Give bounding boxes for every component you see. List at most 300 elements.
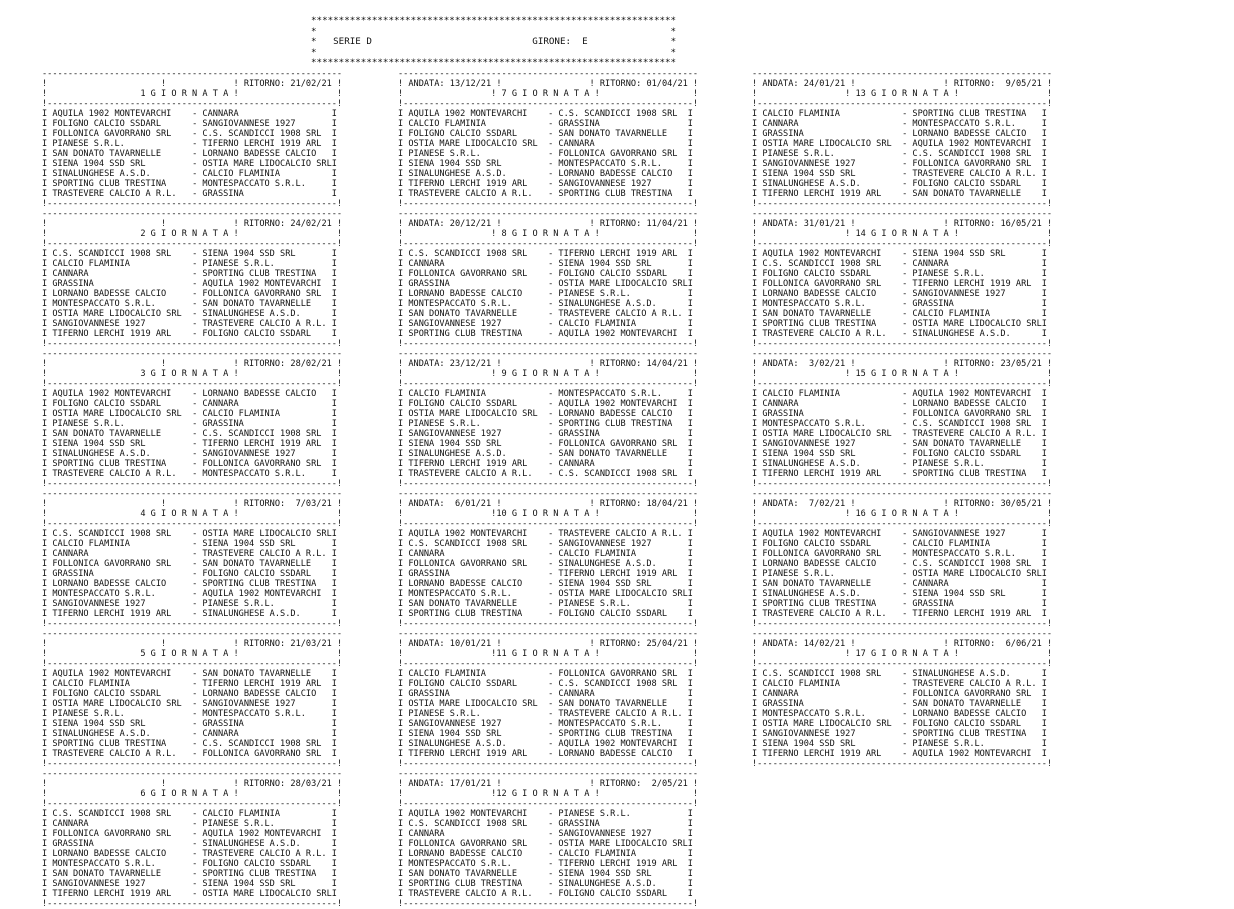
match-row: I SPORTING CLUB TRESTINA - FOLIGNO CALCIO SSDARL I xyxy=(398,609,693,619)
match-row: I AQUILA 1902 MONTEVARCHI - SANGIOVANNESE 1927 I xyxy=(752,529,1047,539)
match-row: I GRASSINA - SAN DONATO TAVARNELLE I xyxy=(752,699,1047,709)
home-team: OSTIA MARE LIDOCALCIO SRL xyxy=(408,409,543,419)
round-block xyxy=(42,629,342,769)
match-row: I CALCIO FLAMINIA - GRASSINA I xyxy=(398,119,693,129)
match-row: I SIENA 1904 SSD SRL - OSTIA MARE LIDOCALCIO SRLI xyxy=(42,159,337,169)
away-team: FOLLONICA GAVORRANO SRL xyxy=(202,459,332,469)
rounds-column-2 xyxy=(398,69,698,909)
away-team: CALCIO FLAMINIA xyxy=(912,539,1042,549)
away-team: C.S. SCANDICCI 1908 SRL xyxy=(202,129,332,139)
ritorno-label: RITORNO: xyxy=(599,359,642,369)
match-row: I CANNARA - SPORTING CLUB TRESTINA I xyxy=(42,269,337,279)
round-text: ---------------------------------------------------------- ! ANDATA: 23/12/21 ! ! RITORNO: 14/04/21 ! ! ! 9 G I O R N A T A ! ! !--------------------------------------------------------! I CALCIO FLAMINIA - MONTESPACCATO S.R.L. I I FOLIGNO CALCIO SSDARL - AQUILA 1902 MONTEVARCHI I I OSTIA MARE LIDOCALCIO SRL - LORNANO BADESSE CALCIO I I PIANESE S.R.L. - SPORTING CLUB TRESTINA I I SANGIOVANNESE 1927 - GRASSINA I I SIENA 1904 SSD SRL - FOLLONICA GAVORRANO SRL I I SINALUNGHESE A.S.D. - SAN DONATO TAVARNELLE I I TIFERNO LERCHI 1919 ARL - CANNARA I I TRASTEVERE CALCIO A R.L. - C.S. SCANDICCI 1908 SRL I !--------------------------------------------------------! xyxy=(398,349,699,489)
match-row: I PIANESE S.R.L. - GRASSINA I xyxy=(42,419,337,429)
home-team: TIFERNO LERCHI 1919 ARL xyxy=(762,469,897,479)
home-team: LORNANO BADESSE CALCIO xyxy=(52,849,187,859)
home-team: SAN DONATO TAVARNELLE xyxy=(762,579,897,589)
match-row: I LORNANO BADESSE CALCIO - SIENA 1904 SSD SRL I xyxy=(398,579,693,589)
ritorno-label: RITORNO: xyxy=(599,499,642,509)
home-team: FOLLONICA GAVORRANO SRL xyxy=(408,269,543,279)
match-row: I CALCIO FLAMINIA - SIENA 1904 SSD SRL I xyxy=(42,539,337,549)
match-row: I GRASSINA - LORNANO BADESSE CALCIO I xyxy=(752,129,1047,139)
home-team: SIENA 1904 SSD SRL xyxy=(52,159,187,169)
match-row: I OSTIA MARE LIDOCALCIO SRL - LORNANO BADESSE CALCIO I xyxy=(398,409,693,419)
away-team: AQUILA 1902 MONTEVARCHI xyxy=(558,399,688,409)
match-row: I OSTIA MARE LIDOCALCIO SRL - TRASTEVERE CALCIO A R.L. I xyxy=(752,429,1047,439)
home-team: LORNANO BADESSE CALCIO xyxy=(762,559,897,569)
match-row: I CALCIO FLAMINIA - TRASTEVERE CALCIO A R.L. I xyxy=(752,679,1047,689)
away-team: C.S. SCANDICCI 1908 SRL xyxy=(558,679,688,689)
away-team: CALCIO FLAMINIA xyxy=(558,319,688,329)
away-team: SANGIOVANNESE 1927 xyxy=(558,539,688,549)
home-team: SINALUNGHESE A.S.D. xyxy=(762,589,897,599)
home-team: TRASTEVERE CALCIO A R.L. xyxy=(52,189,187,199)
andata-date: 24/01/21 xyxy=(803,79,846,89)
away-team: OSTIA MARE LIDOCALCIO SRL xyxy=(912,569,1042,579)
match-row: I PIANESE S.R.L. - MONTESPACCATO S.R.L. I xyxy=(42,709,337,719)
home-team: TIFERNO LERCHI 1919 ARL xyxy=(762,189,897,199)
round-text: ---------------------------------------------------------- ! ANDATA: 10/01/21 ! ! RITORNO: 25/04/21 ! ! !11 G I O R N A T A ! ! !--------------------------------------------------------! I CALCIO FLAMINIA - FOLLONICA GAVORRANO SRL I I FOLIGNO CALCIO SSDARL - C.S. SCANDICCI 1908 SRL I I GRASSINA - CANNARA I I OSTIA MARE LIDOCALCIO SRL - SAN DONATO TAVARNELLE I I PIANESE S.R.L. - TRASTEVERE CALCIO A R.L. I I SANGIOVANNESE 1927 - MONTESPACCATO S.R.L. I I SIENA 1904 SSD SRL - SPORTING CLUB TRESTINA I I SINALUNGHESE A.S.D. - AQUILA 1902 MONTEVARCHI I I TIFERNO LERCHI 1919 ARL - LORNANO BADESSE CALCIO I !--------------------------------------------------------! xyxy=(398,629,699,769)
match-row: I AQUILA 1902 MONTEVARCHI - C.S. SCANDICCI 1908 SRL I xyxy=(398,109,693,119)
home-team: TRASTEVERE CALCIO A R.L. xyxy=(408,189,543,199)
away-team: AQUILA 1902 MONTEVARCHI xyxy=(558,739,688,749)
match-row: I FOLIGNO CALCIO SSDARL - SAN DONATO TAVARNELLE I xyxy=(398,129,693,139)
away-team: SPORTING CLUB TRESTINA xyxy=(558,729,688,739)
match-row: I FOLLONICA GAVORRANO SRL - OSTIA MARE LIDOCALCIO SRLI xyxy=(398,839,693,849)
away-team: SPORTING CLUB TRESTINA xyxy=(202,269,332,279)
match-row: I TIFERNO LERCHI 1919 ARL - SAN DONATO TAVARNELLE I xyxy=(752,189,1047,199)
away-team: SIENA 1904 SSD SRL xyxy=(912,589,1042,599)
match-row: I TIFERNO LERCHI 1919 ARL - LORNANO BADESSE CALCIO I xyxy=(398,749,693,759)
match-row: I TRASTEVERE CALCIO A R.L. - SINALUNGHESE A.S.D. I xyxy=(752,329,1047,339)
match-row: I C.S. SCANDICCI 1908 SRL - SIENA 1904 SSD SRL I xyxy=(42,249,337,259)
home-team: LORNANO BADESSE CALCIO xyxy=(408,289,543,299)
match-row: I OSTIA MARE LIDOCALCIO SRL - FOLIGNO CALCIO SSDARL I xyxy=(752,719,1047,729)
home-team: OSTIA MARE LIDOCALCIO SRL xyxy=(762,429,897,439)
away-team: SANGIOVANNESE 1927 xyxy=(202,119,332,129)
match-row: I MONTESPACCATO S.R.L. - AQUILA 1902 MONTEVARCHI I xyxy=(42,589,337,599)
home-team: CANNARA xyxy=(408,549,543,559)
home-team: FOLLONICA GAVORRANO SRL xyxy=(52,559,187,569)
away-team: FOLIGNO CALCIO SSDARL xyxy=(912,179,1042,189)
away-team: FOLIGNO CALCIO SSDARL xyxy=(202,329,332,339)
match-row: I FOLIGNO CALCIO SSDARL - CANNARA I xyxy=(42,399,337,409)
andata-date: 3/02/21 xyxy=(803,359,846,369)
round-block xyxy=(42,349,342,489)
match-row: I SAN DONATO TAVARNELLE - LORNANO BADESSE CALCIO I xyxy=(42,149,337,159)
home-team: GRASSINA xyxy=(52,279,187,289)
away-team: AQUILA 1902 MONTEVARCHI xyxy=(912,139,1042,149)
match-row: I LORNANO BADESSE CALCIO - TRASTEVERE CALCIO A R.L. I xyxy=(42,849,337,859)
ritorno-date: 23/05/21 xyxy=(1000,359,1042,369)
home-team: SPORTING CLUB TRESTINA xyxy=(52,739,187,749)
home-team: SAN DONATO TAVARNELLE xyxy=(408,309,543,319)
home-team: TIFERNO LERCHI 1919 ARL xyxy=(52,329,187,339)
home-team: SANGIOVANNESE 1927 xyxy=(408,319,543,329)
match-row: I MONTESPACCATO S.R.L. - FOLIGNO CALCIO SSDARL I xyxy=(42,859,337,869)
match-row: I SINALUNGHESE A.S.D. - AQUILA 1902 MONTEVARCHI I xyxy=(398,739,693,749)
home-team: GRASSINA xyxy=(762,129,897,139)
ritorno-label: RITORNO: xyxy=(243,639,286,649)
match-row: I OSTIA MARE LIDOCALCIO SRL - AQUILA 1902 MONTEVARCHI I xyxy=(752,139,1047,149)
away-team: FOLLONICA GAVORRANO SRL xyxy=(912,409,1042,419)
home-team: C.S. SCANDICCI 1908 SRL xyxy=(408,539,543,549)
match-row: I FOLLONICA GAVORRANO SRL - AQUILA 1902 MONTEVARCHI I xyxy=(42,829,337,839)
match-row: I PIANESE S.R.L. - OSTIA MARE LIDOCALCIO SRLI xyxy=(752,569,1047,579)
match-row: I CANNARA - LORNANO BADESSE CALCIO I xyxy=(752,399,1047,409)
away-team: SPORTING CLUB TRESTINA xyxy=(558,189,688,199)
away-team: FOLIGNO CALCIO SSDARL xyxy=(558,889,688,899)
round-block xyxy=(398,69,698,209)
home-team: CALCIO FLAMINIA xyxy=(408,389,543,399)
away-team: SAN DONATO TAVARNELLE xyxy=(202,559,332,569)
home-team: AQUILA 1902 MONTEVARCHI xyxy=(408,529,543,539)
away-team: SAN DONATO TAVARNELLE xyxy=(202,299,332,309)
round-block xyxy=(42,69,342,209)
away-team: FOLIGNO CALCIO SSDARL xyxy=(202,859,332,869)
match-row: I SANGIOVANNESE 1927 - PIANESE S.R.L. I xyxy=(42,599,337,609)
match-row: I MONTESPACCATO S.R.L. - OSTIA MARE LIDOCALCIO SRLI xyxy=(398,589,693,599)
home-team: TRASTEVERE CALCIO A R.L. xyxy=(762,329,897,339)
home-team: MONTESPACCATO S.R.L. xyxy=(408,859,543,869)
round-block xyxy=(398,349,698,489)
match-row: I MONTESPACCATO S.R.L. - TIFERNO LERCHI 1919 ARL I xyxy=(398,859,693,869)
away-team: C.S. SCANDICCI 1908 SRL xyxy=(202,739,332,749)
girone-value: E xyxy=(582,36,588,48)
match-row: I SANGIOVANNESE 1927 - SAN DONATO TAVARNELLE I xyxy=(752,439,1047,449)
match-row: I GRASSINA - SINALUNGHESE A.S.D. I xyxy=(42,839,337,849)
andata-date: 23/12/21 xyxy=(449,359,492,369)
home-team: OSTIA MARE LIDOCALCIO SRL xyxy=(408,139,543,149)
match-row: I TIFERNO LERCHI 1919 ARL - CANNARA I xyxy=(398,459,693,469)
home-team: C.S. SCANDICCI 1908 SRL xyxy=(762,669,897,679)
match-row: I MONTESPACCATO S.R.L. - SAN DONATO TAVARNELLE I xyxy=(42,299,337,309)
match-row: I CANNARA - SANGIOVANNESE 1927 I xyxy=(398,829,693,839)
match-row: I TIFERNO LERCHI 1919 ARL - FOLIGNO CALCIO SSDARL I xyxy=(42,329,337,339)
home-team: SINALUNGHESE A.S.D. xyxy=(408,739,543,749)
away-team: FOLIGNO CALCIO SSDARL xyxy=(912,449,1042,459)
away-team: AQUILA 1902 MONTEVARCHI xyxy=(912,749,1042,759)
home-team: SINALUNGHESE A.S.D. xyxy=(52,449,187,459)
match-row: I GRASSINA - TIFERNO LERCHI 1919 ARL I xyxy=(398,569,693,579)
away-team: MONTESPACCATO S.R.L. xyxy=(202,179,332,189)
match-row: I PIANESE S.R.L. - TIFERNO LERCHI 1919 ARL I xyxy=(42,139,337,149)
away-team: TRASTEVERE CALCIO A R.L. xyxy=(202,319,332,329)
match-row: I AQUILA 1902 MONTEVARCHI - CANNARA I xyxy=(42,109,337,119)
match-row: I SANGIOVANNESE 1927 - SPORTING CLUB TRESTINA I xyxy=(752,729,1047,739)
home-team: SAN DONATO TAVARNELLE xyxy=(408,599,543,609)
home-team: MONTESPACCATO S.R.L. xyxy=(762,709,897,719)
home-team: FOLIGNO CALCIO SSDARL xyxy=(762,539,897,549)
away-team: SPORTING CLUB TRESTINA xyxy=(202,869,332,879)
match-row: I FOLLONICA GAVORRANO SRL - SINALUNGHESE A.S.D. I xyxy=(398,559,693,569)
home-team: GRASSINA xyxy=(762,409,897,419)
away-team: PIANESE S.R.L. xyxy=(558,599,688,609)
home-team: FOLIGNO CALCIO SSDARL xyxy=(408,679,543,689)
match-row: I C.S. SCANDICCI 1908 SRL - CALCIO FLAMINIA I xyxy=(42,809,337,819)
match-row: I MONTESPACCATO S.R.L. - GRASSINA I xyxy=(752,299,1047,309)
away-team: SANGIOVANNESE 1927 xyxy=(558,179,688,189)
away-team: CALCIO FLAMINIA xyxy=(558,849,688,859)
round-block xyxy=(42,209,342,349)
away-team: SANGIOVANNESE 1927 xyxy=(202,699,332,709)
home-team: PIANESE S.R.L. xyxy=(408,149,543,159)
away-team: GRASSINA xyxy=(202,719,332,729)
home-team: CANNARA xyxy=(408,259,543,269)
away-team: CANNARA xyxy=(912,579,1042,589)
match-row: I CALCIO FLAMINIA - MONTESPACCATO S.R.L. I xyxy=(398,389,693,399)
away-team: SIENA 1904 SSD SRL xyxy=(558,869,688,879)
away-team: SAN DONATO TAVARNELLE xyxy=(558,129,688,139)
away-team: SAN DONATO TAVARNELLE xyxy=(558,699,688,709)
ritorno-date: 28/03/21 xyxy=(290,779,332,789)
home-team: SANGIOVANNESE 1927 xyxy=(52,599,187,609)
round-block xyxy=(752,69,1052,209)
away-team: TRASTEVERE CALCIO A R.L. xyxy=(912,429,1042,439)
home-team: SANGIOVANNESE 1927 xyxy=(408,719,543,729)
ritorno-label: RITORNO: xyxy=(953,499,996,509)
match-row: I MONTESPACCATO S.R.L. - C.S. SCANDICCI 1908 SRL I xyxy=(752,419,1047,429)
home-team: GRASSINA xyxy=(762,699,897,709)
home-team: AQUILA 1902 MONTEVARCHI xyxy=(408,109,543,119)
away-team: FOLLONICA GAVORRANO SRL xyxy=(202,749,332,759)
away-team: TRASTEVERE CALCIO A R.L. xyxy=(558,709,688,719)
home-team: SAN DONATO TAVARNELLE xyxy=(52,869,187,879)
home-team: C.S. SCANDICCI 1908 SRL xyxy=(408,819,543,829)
round-title: ! 16 G I O R N A T A ! xyxy=(845,509,959,519)
home-team: CANNARA xyxy=(762,689,897,699)
match-row: I OSTIA MARE LIDOCALCIO SRL - CANNARA I xyxy=(398,139,693,149)
home-team: SPORTING CLUB TRESTINA xyxy=(408,329,543,339)
ritorno-date: 30/05/21 xyxy=(1000,499,1042,509)
match-row: I AQUILA 1902 MONTEVARCHI - SAN DONATO TAVARNELLE I xyxy=(42,669,337,679)
round-block xyxy=(752,349,1052,489)
match-row: I LORNANO BADESSE CALCIO - PIANESE S.R.L. I xyxy=(398,289,693,299)
home-team: SANGIOVANNESE 1927 xyxy=(762,729,897,739)
match-row: I PIANESE S.R.L. - TRASTEVERE CALCIO A R.L. I xyxy=(398,709,693,719)
match-row: I SIENA 1904 SSD SRL - TRASTEVERE CALCIO A R.L. I xyxy=(752,169,1047,179)
round-block xyxy=(398,489,698,629)
home-team: SANGIOVANNESE 1927 xyxy=(408,429,543,439)
away-team: SIENA 1904 SSD SRL xyxy=(912,249,1042,259)
home-team: GRASSINA xyxy=(408,569,543,579)
home-team: SAN DONATO TAVARNELLE xyxy=(52,149,187,159)
away-team: LORNANO BADESSE CALCIO xyxy=(202,389,332,399)
match-row: I SINALUNGHESE A.S.D. - PIANESE S.R.L. I xyxy=(752,459,1047,469)
round-text: ---------------------------------------------------------- ! ! ! RITORNO: 7/03/21 ! ! 4 G I O R N A T A ! ! !--------------------------------------------------------! I C.S. SCANDICCI 1908 SRL - OSTIA MARE LIDOCALCIO SRLI I CALCIO FLAMINIA - SIENA 1904 SSD SRL I I CANNARA - TRASTEVERE CALCIO A R.L. I I FOLLONICA GAVORRANO SRL - SAN DONATO TAVARNELLE I I GRASSINA - FOLIGNO CALCIO SSDARL I I LORNANO BADESSE CALCIO - SPORTING CLUB TRESTINA I I MONTESPACCATO S.R.L. - AQUILA 1902 MONTEVARCHI I I SANGIOVANNESE 1927 - PIANESE S.R.L. I I TIFERNO LERCHI 1919 ARL - SINALUNGHESE A.S.D. I !--------------------------------------------------------! xyxy=(42,489,343,629)
away-team: SINALUNGHESE A.S.D. xyxy=(202,309,332,319)
away-team: SIENA 1904 SSD SRL xyxy=(202,879,332,889)
away-team: CALCIO FLAMINIA xyxy=(202,409,332,419)
home-team: SINALUNGHESE A.S.D. xyxy=(408,449,543,459)
away-team: CANNARA xyxy=(202,729,332,739)
away-team: TRASTEVERE CALCIO A R.L. xyxy=(202,549,332,559)
away-team: LORNANO BADESSE CALCIO xyxy=(202,689,332,699)
match-row: I CALCIO FLAMINIA - TIFERNO LERCHI 1919 ARL I xyxy=(42,679,337,689)
match-row: I LORNANO BADESSE CALCIO - SANGIOVANNESE 1927 I xyxy=(752,289,1047,299)
match-row: I CANNARA - CALCIO FLAMINIA I xyxy=(398,549,693,559)
match-row: I FOLIGNO CALCIO SSDARL - CALCIO FLAMINIA I xyxy=(752,539,1047,549)
match-row: I FOLLONICA GAVORRANO SRL - C.S. SCANDICCI 1908 SRL I xyxy=(42,129,337,139)
away-team: GRASSINA xyxy=(558,119,688,129)
away-team: TIFERNO LERCHI 1919 ARL xyxy=(558,569,688,579)
match-row: I SAN DONATO TAVARNELLE - PIANESE S.R.L. I xyxy=(398,599,693,609)
home-team: CANNARA xyxy=(762,399,897,409)
away-team: OSTIA MARE LIDOCALCIO SRL xyxy=(912,319,1042,329)
ritorno-date: 6/06/21 xyxy=(1000,639,1042,649)
home-team: AQUILA 1902 MONTEVARCHI xyxy=(762,249,897,259)
away-team: SANGIOVANNESE 1927 xyxy=(202,449,332,459)
away-team: TIFERNO LERCHI 1919 ARL xyxy=(912,279,1042,289)
away-team: CALCIO FLAMINIA xyxy=(202,169,332,179)
round-title: 1 G I O R N A T A ! xyxy=(140,89,239,99)
away-team: SIENA 1904 SSD SRL xyxy=(202,539,332,549)
home-team: FOLLONICA GAVORRANO SRL xyxy=(52,829,187,839)
ritorno-label: RITORNO: xyxy=(953,359,996,369)
round-title: ! 13 G I O R N A T A ! xyxy=(845,89,959,99)
match-row: I LORNANO BADESSE CALCIO - SPORTING CLUB TRESTINA I xyxy=(42,579,337,589)
home-team: LORNANO BADESSE CALCIO xyxy=(408,849,543,859)
away-team: AQUILA 1902 MONTEVARCHI xyxy=(912,389,1042,399)
home-team: SPORTING CLUB TRESTINA xyxy=(408,609,543,619)
home-team: AQUILA 1902 MONTEVARCHI xyxy=(52,389,187,399)
andata-date: 13/12/21 xyxy=(449,79,492,89)
round-text: ---------------------------------------------------------- ! ANDATA: 31/01/21 ! ! RITORNO: 16/05/21 ! ! ! 14 G I O R N A T A ! ! !--------------------------------------------------------! I AQUILA 1902 MONTEVARCHI - SIENA 1904 SSD SRL I I C.S. SCANDICCI 1908 SRL - CANNARA I I FOLIGNO CALCIO SSDARL - PIANESE S.R.L. I I FOLLONICA GAVORRANO SRL - TIFERNO LERCHI 1919 ARL I I LORNANO BADESSE CALCIO - SANGIOVANNESE 1927 I I MONTESPACCATO S.R.L. - GRASSINA I I SAN DONATO TAVARNELLE - CALCIO FLAMINIA I I SPORTING CLUB TRESTINA - OSTIA MARE LIDOCALCIO SRLI I TRASTEVERE CALCIO A R.L. - SINALUNGHESE A.S.D. I !--------------------------------------------------------! xyxy=(752,209,1053,349)
match-row: I SAN DONATO TAVARNELLE - C.S. SCANDICCI 1908 SRL I xyxy=(42,429,337,439)
match-row: I SANGIOVANNESE 1927 - GRASSINA I xyxy=(398,429,693,439)
ritorno-label: RITORNO: xyxy=(599,779,642,789)
andata-label: ANDATA: xyxy=(762,219,799,229)
away-team: SINALUNGHESE A.S.D. xyxy=(558,559,688,569)
away-team: CALCIO FLAMINIA xyxy=(912,309,1042,319)
home-team: SIENA 1904 SSD SRL xyxy=(762,449,897,459)
ritorno-date: 25/04/21 xyxy=(646,639,688,649)
home-team: SANGIOVANNESE 1927 xyxy=(52,319,187,329)
ritorno-date: 11/04/21 xyxy=(646,219,688,229)
home-team: FOLIGNO CALCIO SSDARL xyxy=(762,269,897,279)
match-row: I TRASTEVERE CALCIO A R.L. - FOLIGNO CALCIO SSDARL I xyxy=(398,889,693,899)
away-team: LORNANO BADESSE CALCIO xyxy=(912,129,1042,139)
round-text: ---------------------------------------------------------- ! ANDATA: 17/01/21 ! ! RITORNO: 2/05/21 ! ! !12 G I O R N A T A ! ! !--------------------------------------------------------! I AQUILA 1902 MONTEVARCHI - PIANESE S.R.L. I I C.S. SCANDICCI 1908 SRL - GRASSINA I I CANNARA - SANGIOVANNESE 1927 I I FOLLONICA GAVORRANO SRL - OSTIA MARE LIDOCALCIO SRLI I LORNANO BADESSE CALCIO - CALCIO FLAMINIA I I MONTESPACCATO S.R.L. - TIFERNO LERCHI 1919 ARL I I SAN DONATO TAVARNELLE - SIENA 1904 SSD SRL I I SPORTING CLUB TRESTINA - SINALUNGHESE A.S.D. I I TRASTEVERE CALCIO A R.L. - FOLIGNO CALCIO SSDARL I !--------------------------------------------------------! xyxy=(398,769,699,909)
ritorno-date: 01/04/21 xyxy=(646,79,688,89)
home-team: AQUILA 1902 MONTEVARCHI xyxy=(52,109,187,119)
match-row: I TRASTEVERE CALCIO A R.L. - TIFERNO LERCHI 1919 ARL I xyxy=(752,609,1047,619)
round-block xyxy=(42,769,342,909)
ritorno-date: 14/04/21 xyxy=(646,359,688,369)
andata-label: ANDATA: xyxy=(408,79,445,89)
away-team: MONTESPACCATO S.R.L. xyxy=(912,549,1042,559)
home-team: SIENA 1904 SSD SRL xyxy=(762,169,897,179)
match-row: I SIENA 1904 SSD SRL - GRASSINA I xyxy=(42,719,337,729)
round-title: ! 8 G I O R N A T A ! xyxy=(491,229,600,239)
away-team: C.S. SCANDICCI 1908 SRL xyxy=(912,419,1042,429)
match-row: I CANNARA - SIENA 1904 SSD SRL I xyxy=(398,259,693,269)
match-row: I SINALUNGHESE A.S.D. - SANGIOVANNESE 1927 I xyxy=(42,449,337,459)
home-team: PIANESE S.R.L. xyxy=(762,149,897,159)
home-team: CALCIO FLAMINIA xyxy=(762,679,897,689)
away-team: MONTESPACCATO S.R.L. xyxy=(558,389,688,399)
match-row: I SINALUNGHESE A.S.D. - SIENA 1904 SSD SRL I xyxy=(752,589,1047,599)
home-team: MONTESPACCATO S.R.L. xyxy=(52,589,187,599)
away-team: FOLLONICA GAVORRANO SRL xyxy=(912,159,1042,169)
home-team: C.S. SCANDICCI 1908 SRL xyxy=(762,259,897,269)
away-team: SPORTING CLUB TRESTINA xyxy=(202,579,332,589)
home-team: FOLIGNO CALCIO SSDARL xyxy=(52,689,187,699)
away-team: TRASTEVERE CALCIO A R.L. xyxy=(558,309,688,319)
home-team: OSTIA MARE LIDOCALCIO SRL xyxy=(52,699,187,709)
match-row: I GRASSINA - FOLIGNO CALCIO SSDARL I xyxy=(42,569,337,579)
round-text: ---------------------------------------------------------- ! ! ! RITORNO: 21/03/21 ! ! 5 G I O R N A T A ! ! !--------------------------------------------------------! I AQUILA 1902 MONTEVARCHI - SAN DONATO TAVARNELLE I I CALCIO FLAMINIA - TIFERNO LERCHI 1919 ARL I I FOLIGNO CALCIO SSDARL - LORNANO BADESSE CALCIO I I OSTIA MARE LIDOCALCIO SRL - SANGIOVANNESE 1927 I I PIANESE S.R.L. - MONTESPACCATO S.R.L. I I SIENA 1904 SSD SRL - GRASSINA I I SINALUNGHESE A.S.D. - CANNARA I I SPORTING CLUB TRESTINA - C.S. SCANDICCI 1908 SRL I I TRASTEVERE CALCIO A R.L. - FOLLONICA GAVORRANO SRL I !--------------------------------------------------------! xyxy=(42,629,343,769)
andata-date: 20/12/21 xyxy=(449,219,492,229)
match-row: I CALCIO FLAMINIA - AQUILA 1902 MONTEVARCHI I xyxy=(752,389,1047,399)
away-team: OSTIA MARE LIDOCALCIO SRL xyxy=(558,589,688,599)
home-team: PIANESE S.R.L. xyxy=(762,569,897,579)
ritorno-label: RITORNO: xyxy=(243,499,286,509)
away-team: FOLLONICA GAVORRANO SRL xyxy=(558,439,688,449)
home-team: SINALUNGHESE A.S.D. xyxy=(762,179,897,189)
match-row: I AQUILA 1902 MONTEVARCHI - PIANESE S.R.L. I xyxy=(398,809,693,819)
home-team: LORNANO BADESSE CALCIO xyxy=(762,289,897,299)
match-row: I LORNANO BADESSE CALCIO - CALCIO FLAMINIA I xyxy=(398,849,693,859)
match-row: I C.S. SCANDICCI 1908 SRL - SINALUNGHESE A.S.D. I xyxy=(752,669,1047,679)
away-team: SPORTING CLUB TRESTINA xyxy=(558,419,688,429)
away-team: TIFERNO LERCHI 1919 ARL xyxy=(912,609,1042,619)
away-team: TRASTEVERE CALCIO A R.L. xyxy=(912,169,1042,179)
away-team: LORNANO BADESSE CALCIO xyxy=(912,709,1042,719)
ritorno-label: RITORNO: xyxy=(953,79,996,89)
match-row: I SANGIOVANNESE 1927 - SIENA 1904 SSD SRL I xyxy=(42,879,337,889)
match-row: I SANGIOVANNESE 1927 - MONTESPACCATO S.R.L. I xyxy=(398,719,693,729)
away-team: PIANESE S.R.L. xyxy=(202,599,332,609)
match-row: I OSTIA MARE LIDOCALCIO SRL - CALCIO FLAMINIA I xyxy=(42,409,337,419)
away-team: SPORTING CLUB TRESTINA xyxy=(912,109,1042,119)
schedule-header: ****************************************************************** * * * SERIE D GIRONE: E * * * ****************************************************************** xyxy=(311,15,677,69)
away-team: OSTIA MARE LIDOCALCIO SRL xyxy=(202,889,332,899)
home-team: SAN DONATO TAVARNELLE xyxy=(408,869,543,879)
match-row: I SINALUNGHESE A.S.D. - CALCIO FLAMINIA I xyxy=(42,169,337,179)
home-team: CALCIO FLAMINIA xyxy=(408,119,543,129)
away-team: SANGIOVANNESE 1927 xyxy=(912,289,1042,299)
andata-label: ANDATA: xyxy=(408,779,445,789)
round-title: !12 G I O R N A T A ! xyxy=(491,789,600,799)
ritorno-label: RITORNO: xyxy=(599,639,642,649)
match-row: I SPORTING CLUB TRESTINA - FOLLONICA GAVORRANO SRL I xyxy=(42,459,337,469)
away-team: C.S. SCANDICCI 1908 SRL xyxy=(912,559,1042,569)
away-team: FOLLONICA GAVORRANO SRL xyxy=(558,669,688,679)
home-team: FOLLONICA GAVORRANO SRL xyxy=(408,559,543,569)
home-team: C.S. SCANDICCI 1908 SRL xyxy=(52,809,187,819)
round-text: ---------------------------------------------------------- ! ANDATA: 6/01/21 ! ! RITORNO: 18/04/21 ! ! !10 G I O R N A T A ! ! !--------------------------------------------------------! I AQUILA 1902 MONTEVARCHI - TRASTEVERE CALCIO A R.L. I I C.S. SCANDICCI 1908 SRL - SANGIOVANNESE 1927 I I CANNARA - CALCIO FLAMINIA I I FOLLONICA GAVORRANO SRL - SINALUNGHESE A.S.D. I I GRASSINA - TIFERNO LERCHI 1919 ARL I I LORNANO BADESSE CALCIO - SIENA 1904 SSD SRL I I MONTESPACCATO S.R.L. - OSTIA MARE LIDOCALCIO SRLI I SAN DONATO TAVARNELLE - PIANESE S.R.L. I I SPORTING CLUB TRESTINA - FOLIGNO CALCIO SSDARL I !--------------------------------------------------------! xyxy=(398,489,699,629)
match-row: I SIENA 1904 SSD SRL - TIFERNO LERCHI 1919 ARL I xyxy=(42,439,337,449)
andata-date: 7/02/21 xyxy=(803,499,846,509)
home-team: SAN DONATO TAVARNELLE xyxy=(762,309,897,319)
match-row: I SINALUNGHESE A.S.D. - FOLIGNO CALCIO SSDARL I xyxy=(752,179,1047,189)
away-team: CANNARA xyxy=(558,689,688,699)
ritorno-date: 21/02/21 xyxy=(290,79,332,89)
match-row: I TIFERNO LERCHI 1919 ARL - OSTIA MARE LIDOCALCIO SRLI xyxy=(42,889,337,899)
match-row: I C.S. SCANDICCI 1908 SRL - TIFERNO LERCHI 1919 ARL I xyxy=(398,249,693,259)
round-title: 4 G I O R N A T A ! xyxy=(140,509,239,519)
round-text: ---------------------------------------------------------- ! ANDATA: 3/02/21 ! ! RITORNO: 23/05/21 ! ! ! 15 G I O R N A T A ! ! !--------------------------------------------------------! I CALCIO FLAMINIA - AQUILA 1902 MONTEVARCHI I I CANNARA - LORNANO BADESSE CALCIO I I GRASSINA - FOLLONICA GAVORRANO SRL I I MONTESPACCATO S.R.L. - C.S. SCANDICCI 1908 SRL I I OSTIA MARE LIDOCALCIO SRL - TRASTEVERE CALCIO A R.L. I I SANGIOVANNESE 1927 - SAN DONATO TAVARNELLE I I SIENA 1904 SSD SRL - FOLIGNO CALCIO SSDARL I I SINALUNGHESE A.S.D. - PIANESE S.R.L. I I TIFERNO LERCHI 1919 ARL - SPORTING CLUB TRESTINA I !--------------------------------------------------------! xyxy=(752,349,1053,489)
match-row: I SPORTING CLUB TRESTINA - SINALUNGHESE A.S.D. I xyxy=(398,879,693,889)
away-team: SINALUNGHESE A.S.D. xyxy=(912,669,1042,679)
away-team: AQUILA 1902 MONTEVARCHI xyxy=(202,829,332,839)
home-team: OSTIA MARE LIDOCALCIO SRL xyxy=(762,719,897,729)
round-text: ---------------------------------------------------------- ! ! ! RITORNO: 24/02/21 ! ! 2 G I O R N A T A ! ! !--------------------------------------------------------! I C.S. SCANDICCI 1908 SRL - SIENA 1904 SSD SRL I I CALCIO FLAMINIA - PIANESE S.R.L. I I CANNARA - SPORTING CLUB TRESTINA I I GRASSINA - AQUILA 1902 MONTEVARCHI I I LORNANO BADESSE CALCIO - FOLLONICA GAVORRANO SRL I I MONTESPACCATO S.R.L. - SAN DONATO TAVARNELLE I I OSTIA MARE LIDOCALCIO SRL - SINALUNGHESE A.S.D. I I SANGIOVANNESE 1927 - TRASTEVERE CALCIO A R.L. I I TIFERNO LERCHI 1919 ARL - FOLIGNO CALCIO SSDARL I !--------------------------------------------------------! xyxy=(42,209,343,349)
home-team: CANNARA xyxy=(52,269,187,279)
away-team: SINALUNGHESE A.S.D. xyxy=(558,879,688,889)
round-title: ! 7 G I O R N A T A ! xyxy=(491,89,600,99)
